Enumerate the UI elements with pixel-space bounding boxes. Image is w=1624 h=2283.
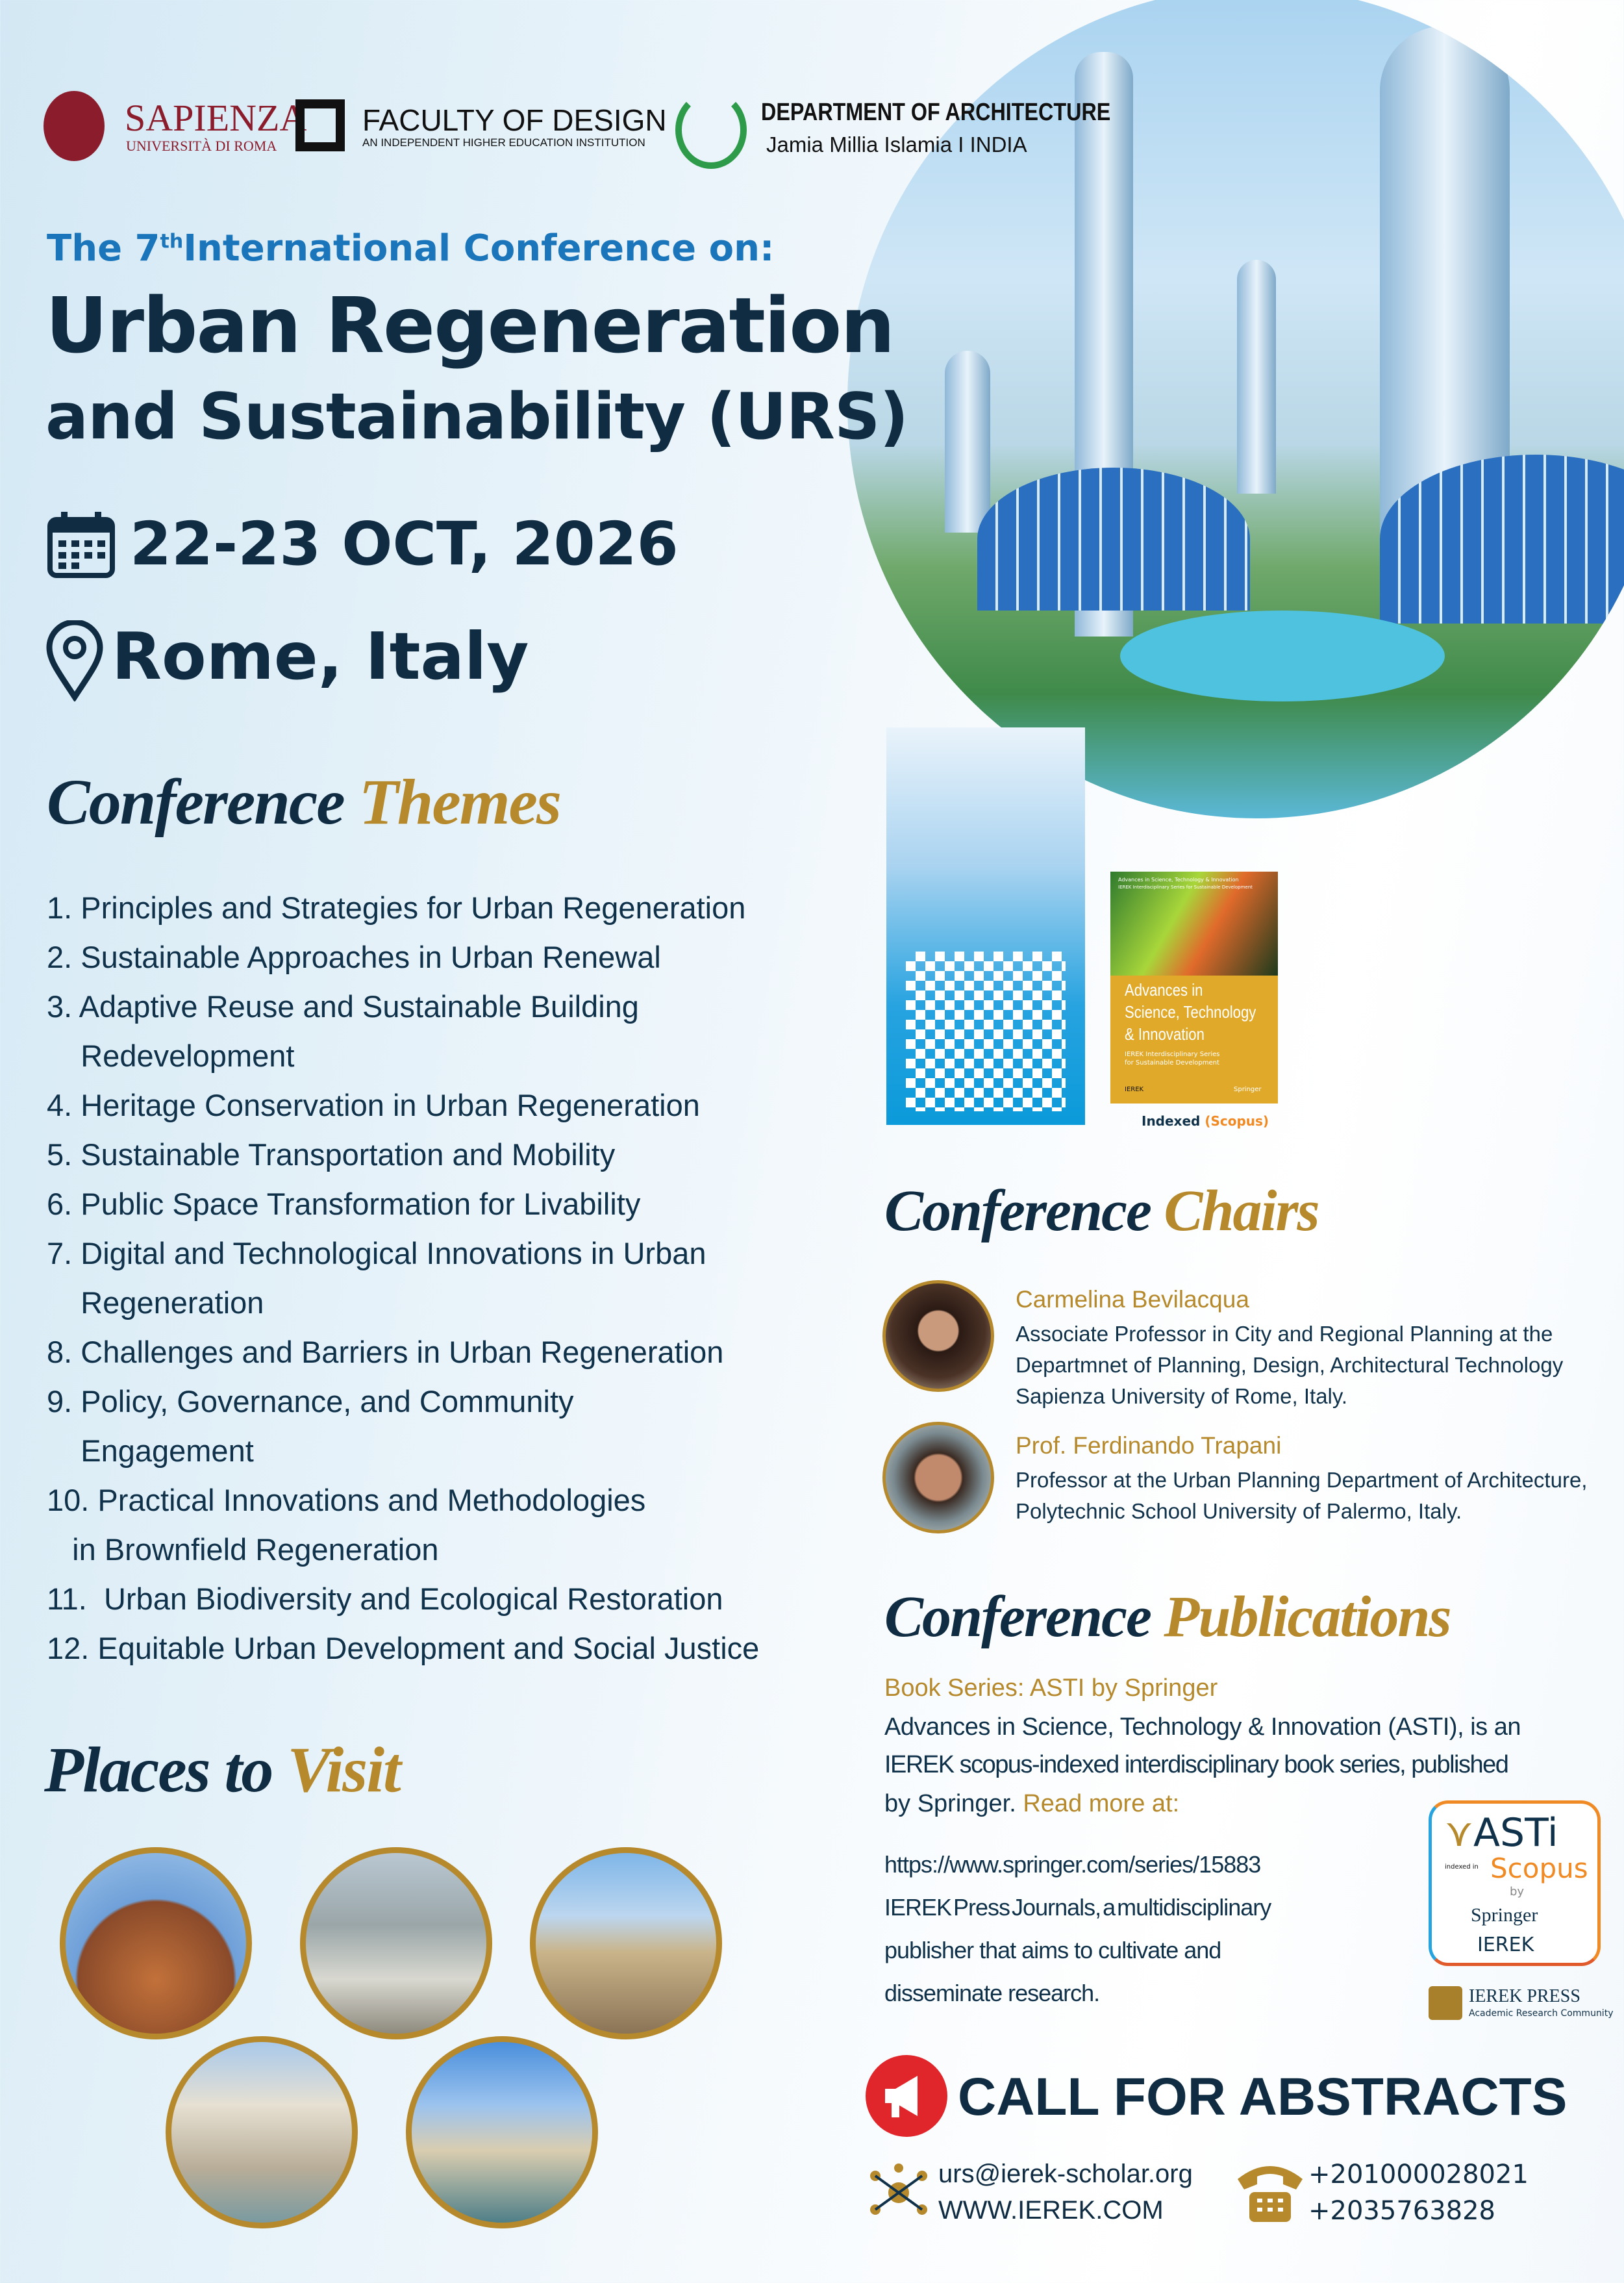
ierek-press-sub: Academic Research Community [1469, 2008, 1614, 2019]
theme-item: 8. Challenges and Barriers in Urban Regeneration [47, 1335, 724, 1369]
chair-description: Professor at the Urban Planning Department of Architecture, Polytechnic School University of Palermo, Italy. [1016, 1468, 1588, 1523]
title-line-1: Urban Regeneration [45, 281, 894, 370]
publications-text: Advances in Science, Technology & Innovation (ASTI), is an [884, 1713, 1521, 1741]
place-st-peters-square [300, 1847, 492, 2039]
places-heading: Places to Visit [44, 1734, 400, 1806]
journals-text: IEREK Press Journals, a multidisciplinary [884, 1894, 1271, 1921]
qr-code[interactable] [906, 952, 1066, 1111]
contact-phone-1[interactable]: +201000028021 [1308, 2160, 1529, 2189]
edition-line: The 7thInternational Conference on: [47, 227, 775, 270]
faculty-sub: AN INDEPENDENT HIGHER EDUCATION INSTITUTION [362, 136, 645, 149]
asti-logo [1429, 1800, 1601, 1966]
journals-text: publisher that aims to cultivate and [884, 1937, 1221, 1963]
book-ierek-logo: IEREK [1125, 1086, 1144, 1093]
book-subtitle: IEREK Interdisciplinary Series for Sustainable Development [1125, 1051, 1220, 1066]
asti-by: by [1510, 1885, 1525, 1898]
sapienza-name: SAPIENZA [125, 97, 307, 139]
place-colosseum [60, 1847, 252, 2039]
theme-item: 2. Sustainable Approaches in Urban Renewal [47, 940, 661, 974]
indexed-scopus-label: Indexed (Scopus) [1142, 1113, 1269, 1129]
ierek-press-name: IEREK PRESS [1469, 1986, 1580, 2006]
springer-series-link[interactable]: https://www.springer.com/series/15883 [884, 1851, 1261, 1878]
theme-item: 9. Policy, Governance, and Community [47, 1384, 574, 1419]
theme-item: 10. Practical Innovations and Methodologies [47, 1483, 646, 1517]
theme-item: 11. Urban Biodiversity and Ecological Restoration [47, 1582, 723, 1616]
themes-heading: Conference Themes [47, 766, 560, 838]
asti-wordmark: ⋎ASTi [1445, 1810, 1558, 1856]
book-cover[interactable] [1110, 872, 1278, 1104]
network-email-icon [869, 2163, 929, 2223]
faculty-of-design-logo [295, 99, 345, 151]
theme-item: 12. Equitable Urban Development and Social Justice [47, 1631, 760, 1665]
place-trevi-fountain [166, 2036, 358, 2228]
dept-sub: Jamia Millia Islamia I INDIA [766, 132, 1027, 157]
book-series-label: Book Series: ASTI by Springer [884, 1674, 1218, 1702]
publications-text: IEREK scopus-indexed interdisciplinary book series, published [884, 1751, 1508, 1778]
book-series-sub: IEREK Interdisciplinary Series for Sustainable Development [1118, 885, 1253, 890]
contact-website[interactable]: WWW.IEREK.COM [938, 2196, 1164, 2225]
journals-text: disseminate research. [884, 1980, 1100, 2006]
book-series-line: Advances in Science, Technology & Innovation [1118, 877, 1239, 883]
theme-item: 7. Digital and Technological Innovations in Urban [47, 1236, 706, 1270]
theme-item: Engagement [47, 1433, 254, 1468]
event-location: Rome, Italy [112, 618, 529, 694]
asti-scopus: Scopus [1490, 1852, 1588, 1884]
asti-springer: Springer [1471, 1904, 1538, 1926]
theme-item: 6. Public Space Transformation for Livability [47, 1187, 641, 1221]
sapienza-seal-logo [44, 91, 105, 161]
chair-photo-bevilacqua [882, 1280, 994, 1392]
sapienza-sub: UNIVERSITÀ DI ROMA [126, 138, 277, 154]
asti-ierek: IEREK [1477, 1934, 1534, 1956]
theme-item: 3. Adaptive Reuse and Sustainable Building [47, 989, 639, 1024]
jamia-logo [675, 91, 747, 169]
river [1120, 611, 1445, 701]
tower [945, 351, 990, 533]
tower [1237, 260, 1276, 494]
megaphone-icon [866, 2055, 947, 2137]
event-date: 22-23 OCT, 2026 [130, 509, 679, 579]
ierek-press-icon [1429, 1986, 1462, 2020]
title-line-2: and Sustainability (URS) [45, 380, 908, 454]
call-for-abstracts: CALL FOR ABSTRACTS [958, 2067, 1568, 2126]
place-pantheon [530, 1847, 722, 2039]
chair-name: Prof. Ferdinando Trapani [1016, 1432, 1282, 1459]
faculty-name: FACULTY OF DESIGN [362, 103, 667, 137]
chair-name: Carmelina Bevilacqua [1016, 1286, 1249, 1313]
book-publisher: Springer [1234, 1086, 1262, 1093]
chair-description: Associate Professor in City and Regional Planning at the Departmnet of Planning, Design, Architectural Technology Sapienza University of Rome, Italy. [1016, 1322, 1564, 1408]
chair-photo-trapani [882, 1422, 994, 1533]
book-title: Advances in Science, Technology & Innovation [1125, 980, 1256, 1044]
publications-text: by Springer. Read more at: [884, 1790, 1180, 1817]
place-st-peters-basilica [406, 2036, 598, 2228]
contact-phone-2[interactable]: +2035763828 [1308, 2196, 1496, 2226]
qr-panel [886, 727, 1085, 1125]
theme-item: 5. Sustainable Transportation and Mobility [47, 1137, 616, 1172]
theme-item: Regeneration [47, 1285, 264, 1320]
calendar-icon [47, 512, 116, 579]
theme-item: Redevelopment [47, 1039, 295, 1073]
location-pin-icon [45, 620, 104, 701]
theme-item: 1. Principles and Strategies for Urban Regeneration [47, 890, 746, 925]
publications-heading: Conference Publications [884, 1585, 1451, 1649]
solar-dome [977, 468, 1250, 611]
theme-item: 4. Heritage Conservation in Urban Regeneration [47, 1088, 700, 1122]
dept-name: DEPARTMENT OF ARCHITECTURE [761, 99, 1111, 126]
contact-email[interactable]: urs@ierek-scholar.org [938, 2160, 1193, 2188]
chairs-heading: Conference Chairs [884, 1179, 1319, 1243]
theme-item: in Brownfield Regeneration [47, 1532, 439, 1567]
telephone-icon [1234, 2160, 1306, 2225]
asti-indexed-in: indexed in [1445, 1863, 1479, 1871]
